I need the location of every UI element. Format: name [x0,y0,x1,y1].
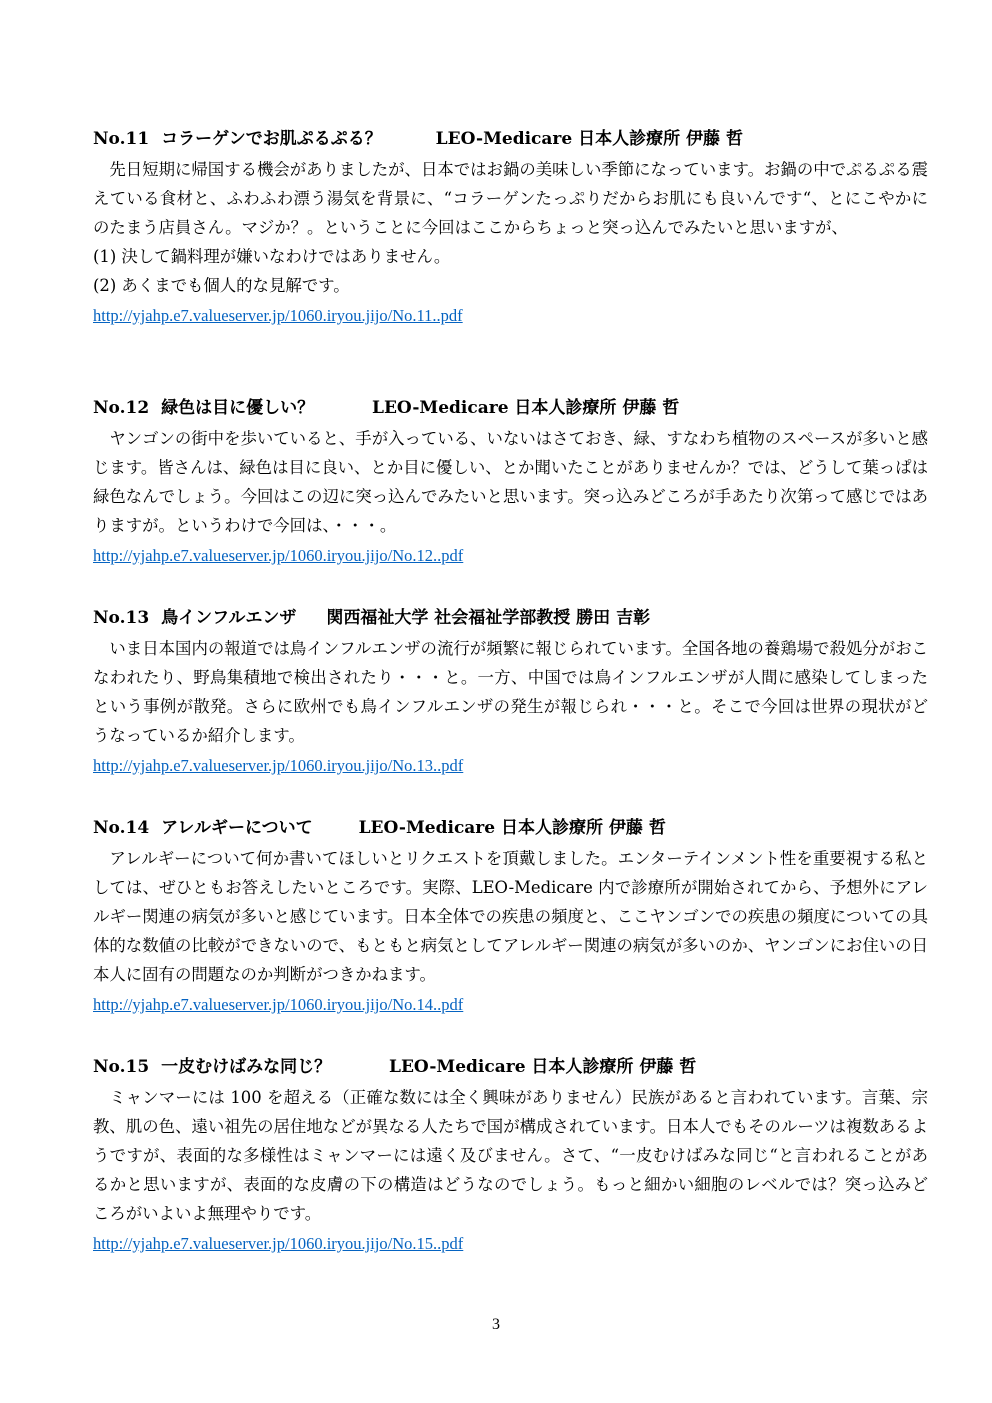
article-number: No.11 [93,129,150,149]
article-heading [93,1056,928,1079]
page-number: 3 [492,1316,500,1333]
article-author: LEO-Medicare 日本人診療所 伊藤 哲 [435,129,743,149]
article-link[interactable]: http://yjahp.e7.valueserver.jp/1060.iryou.jijo/No.11..pdf [93,306,463,325]
article-heading [93,128,928,151]
article-link[interactable]: http://yjahp.e7.valueserver.jp/1060.iryou.jijo/No.13..pdf [93,756,464,775]
article-author: LEO-Medicare 日本人診療所 伊藤 哲 [372,398,680,418]
article-body: いま日本国内の報道では鳥インフルエンザの流行が頻繁に報じられています。全国各地の養鶏場で殺処分がおこなわれたり、野鳥集積地で検出されたり・・・と。一方、中国では鳥インフルエンザが人間に感染してしまったという事例が散発。さらに欧州でも鳥インフルエンザの発生が報じられ・・・と。そこで今回は世界の現状がどうなっているか紹介します。 [93,639,928,745]
article-heading [93,397,928,420]
article-number: No.12 [93,398,150,418]
article-link[interactable]: http://yjahp.e7.valueserver.jp/1060.iryou.jijo/No.15..pdf [93,1234,464,1253]
article-number: No.15 [93,1057,150,1077]
article-14 [93,817,928,1017]
article-body: アレルギーについて何か書いてほしいとリクエストを頂戴しました。エンターテインメント性を重要視する私としては、ぜひともお答えしたいところです。実際、LEO-Medicare 内で診療所が開始されてから、予想外にアレルギー関連の病気が多いと感じています。日本全体での疾患の頻度と、ここヤンゴンでの疾患の頻度についての具体的な数値の比較ができないので、もともと病気としてアレルギー関連の病気が多いのか、ヤンゴンにお住いの日本人に固有の問題なのか判断がつきかねます。 [93,849,928,984]
article-title: アレルギーについて [161,818,313,838]
article-author: LEO-Medicare 日本人診療所 伊藤 哲 [358,818,666,838]
article-author: LEO-Medicare 日本人診療所 伊藤 哲 [389,1057,697,1077]
article-number: No.14 [93,818,150,838]
article-body: 先日短期に帰国する機会がありましたが、日本ではお鍋の美味しい季節になっています。お鍋の中でぷるぷる震えている食材と、ふわふわ漂う湯気を背景に、“コラーゲンたっぷりだからお肌にも良いんです“、とにこやかにのたまう店員さん。マジか？。ということに今回はここからちょっと突っ込んでみたいと思いますが、 [93,160,928,237]
article-11 [93,128,928,328]
article-heading [93,817,928,840]
article-title: 鳥インフルエンザ [161,608,297,628]
article-title: コラーゲンでお肌ぷるぷる？ [161,129,382,149]
article-title: 一皮むけばみな同じ？ [161,1057,332,1077]
article-heading [93,607,928,630]
article-author: 関西福祉大学 社会福祉学部教授 勝田 吉彰 [326,608,651,628]
article-15 [93,1056,928,1256]
article-note: (2) あくまでも個人的な見解です。 [93,276,350,295]
article-title: 緑色は目に優しい？ [161,398,315,418]
article-13 [93,607,928,778]
article-12 [93,397,928,568]
article-number: No.13 [93,608,150,628]
article-body: ミャンマーには 100 を超える（正確な数には全く興味がありません）民族があると言われています。言葉、宗教、肌の色、遠い祖先の居住地などが異なる人たちで国が構成されています。日本人でもそのルーツは複数あるようですが、表面的な多様性はミャンマーには遠く及びません。さて、“一皮むけばみな同じ“と言われることがあるかと思いますが、表面的な皮膚の下の構造はどうなのでしょう。もっと細かい細胞のレベルでは？突っ込みどころがいよいよ無理やりです。 [93,1088,928,1223]
article-note: (1) 決して鍋料理が嫌いなわけではありません。 [93,247,451,266]
article-link[interactable]: http://yjahp.e7.valueserver.jp/1060.iryou.jijo/No.14..pdf [93,995,464,1014]
article-body: ヤンゴンの街中を歩いていると、手が入っている、いないはさておき、緑、すなわち植物のスペースが多いと感じます。皆さんは、緑色は目に良い、とか目に優しい、とか聞いたことがありませんか？では、どうして葉っぱは緑色なんでしょう。今回はこの辺に突っ込んでみたいと思います。突っ込みどころが手あたり次第って感じではありますが。というわけで今回は、・・・。 [93,429,928,535]
article-link[interactable]: http://yjahp.e7.valueserver.jp/1060.iryou.jijo/No.12..pdf [93,546,464,565]
